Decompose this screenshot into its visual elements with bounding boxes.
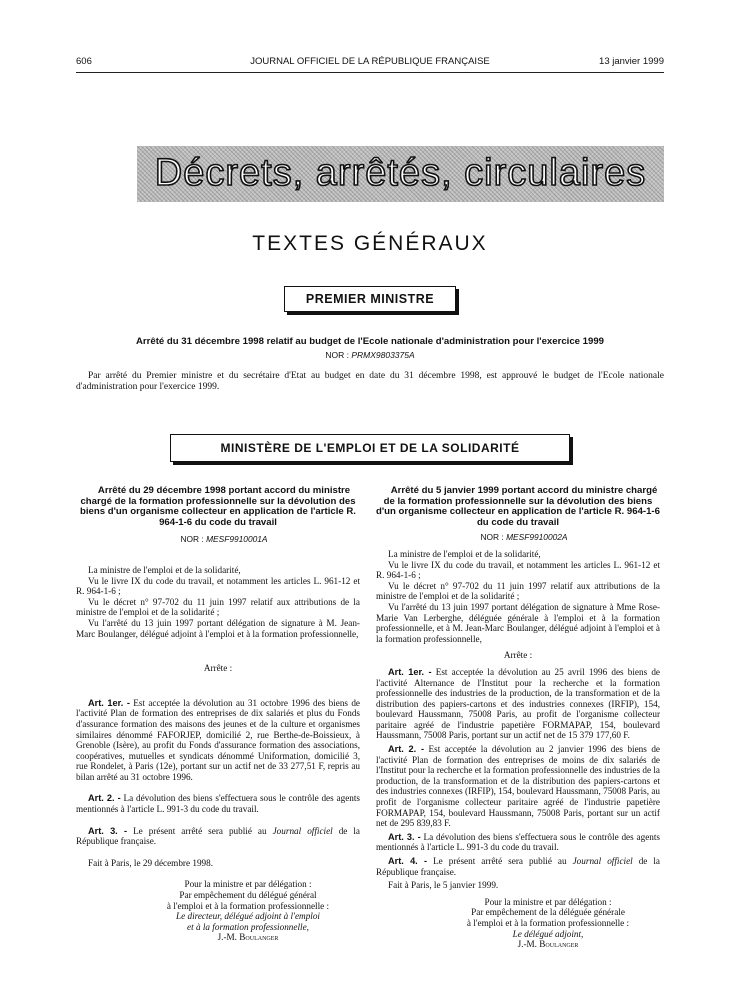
article-text: de la République française. <box>376 856 661 877</box>
signature-line: Pour la ministre et par délégation : <box>184 879 312 890</box>
signature-block <box>436 897 660 950</box>
section-title: TEXTES GÉNÉRAUX <box>252 232 488 255</box>
decree-column-right <box>376 486 660 950</box>
nor-label: NOR : <box>180 534 204 545</box>
article-text: Le présent arrêté sera publié au <box>433 856 567 866</box>
decree-title: Arrêté du 29 décembre 1998 portant accord du ministre chargé de la formation professionnelle sur la dévolution des biens d'un organisme collecteur en application de l'article R. 964-1-6 du code du travail <box>80 485 356 528</box>
paragraph: Vu le livre IX du code du travail, et notamment les articles L. 961-12 et R. 964-1-6 ; <box>376 559 660 581</box>
decree-paragraph-budget: Par arrêté du Premier ministre et du secrétaire d'Etat au budget en date du 31 décembre 1998, est approuvé le budget de l'Ecole nationale d'administration pour l'exercice 1999. <box>76 371 664 392</box>
article-1 <box>76 698 360 783</box>
paragraph: Vu le décret n° 97-702 du 11 juin 1997 relatif aux attributions de la ministre de l'emploi et de la solidarité ; <box>76 596 360 618</box>
nor-reference <box>76 350 664 360</box>
fait-a-paris: Fait à Paris, le 5 janvier 1999. <box>388 880 499 891</box>
article-label: Art. 3. - <box>88 825 128 836</box>
article-text: de la République française. <box>76 825 361 847</box>
article-1 <box>376 667 660 741</box>
article-label: Art. 1er. - <box>88 697 130 708</box>
page-header <box>76 56 664 70</box>
signature-line: Pour la ministre et par délégation : <box>484 896 612 907</box>
paragraph: La ministre de l'emploi et de la solidarité, <box>388 548 541 559</box>
paragraph: Vu l'arrêté du 13 juin 1997 portant délégation de signature à Mme Rose-Marie Van Lerberghe, déléguée générale à l'emploi et à la formation professionnelle, et à M. Jean-Marc Boulanger, délégué adjoint à l'emploi et à la formation professionnelle, <box>376 601 660 644</box>
arrete-heading: Arrête : <box>503 650 533 661</box>
signature-line: Le délégué adjoint, <box>512 928 584 939</box>
article-2 <box>76 793 360 814</box>
paragraph: Vu le décret n° 97-702 du 11 juin 1997 relatif aux attributions de la ministre de l'emploi et de la solidarité ; <box>376 580 660 602</box>
signature-line: et à la formation professionnelle, <box>187 921 309 932</box>
decree-title-budget: Arrêté du 31 décembre 1998 relatif au budget de l'Ecole nationale d'administration pour l'exercice 1999 <box>135 336 605 347</box>
banner-title: Décrets, arrêtés, circulaires <box>154 152 647 194</box>
journal-title: JOURNAL OFFICIEL DE LA RÉPUBLIQUE FRANÇAISE <box>250 56 490 67</box>
signatory-name: J.-M. Boulanger <box>217 932 279 943</box>
nor-reference <box>76 534 360 545</box>
article-text: Est acceptée la dévolution au 2 janvier 1996 des biens de l'activité Plan de formation des entreprises de moins de dix salariés de l'Institut pour la recherche et la formation professionnelle des industries de la production, de la transformation et de la distribution des papiers-cartons et des industries connexes (IRFIP), 154, boulevard Haussmann, 75008 Paris, au profit de l'organisme collecteur paritaire agréé de l'industrie papetière FORMAPAP, 154, boulevard Haussmann, 75008 Paris, portant sur un actif net de 295 839,83 F. <box>376 744 661 829</box>
paragraph: Vu l'arrêté du 13 juin 1997 portant délégation de signature à M. Jean-Marc Boulanger, délégué adjoint à l'emploi et à la formation professionnelle, <box>76 617 360 639</box>
issue-date: 13 janvier 1999 <box>599 56 664 67</box>
paragraph: Vu le livre IX du code du travail, et notamment les articles L. 961-12 et R. 964-1-6 ; <box>76 575 360 597</box>
nor-label: NOR : <box>325 350 349 360</box>
signature-block <box>136 879 360 943</box>
nor-label: NOR : <box>480 532 504 543</box>
nor-code: MESF9910002A <box>506 532 568 543</box>
article-label: Art. 2. - <box>388 744 425 755</box>
paragraph: La ministre de l'emploi et de la solidarité, <box>88 564 241 575</box>
ministry-box-emploi: MINISTÈRE DE L'EMPLOI ET DE LA SOLIDARITÉ <box>170 434 570 462</box>
signature-line: à l'emploi et à la formation professionnelle : <box>466 917 630 928</box>
journal-name: Journal officiel <box>272 825 333 836</box>
article-text: La dévolution des biens s'effectuera sous le contrôle des agents mentionnés à l'article L. 991-3 du code du travail. <box>376 831 660 853</box>
article-label: Art. 4. - <box>388 856 428 866</box>
fait-a-paris: Fait à Paris, le 29 décembre 1998. <box>88 857 214 868</box>
signature-line: Par empêchement du délégué général <box>179 890 317 901</box>
nor-reference <box>376 532 660 543</box>
article-label: Art. 1er. - <box>388 666 432 677</box>
signature-line: Par empêchement de la déléguée générale <box>471 907 625 918</box>
article-text: Est acceptée la dévolution au 31 octobre 1996 des biens de l'activité Plan de formation des entreprises de dix salariés et plus du Fonds d'assurance formation des maisons des jeunes et de la culture et organismes similaires dénommé FAFORJEP, domicilié 2, rue Berthe-de-Boissieux, à Grenoble (Isère), au profit du Fonds d'assurance formation des associations, coopératives, mutuelles et syndicats dénommé Uniformation, domicilié 3, rue Rondelet, à Paris (12e), portant sur un actif net de 33 277,51 F, repris au bilan arrêté au 31 octobre 1996. <box>76 697 360 782</box>
article-label: Art. 2. - <box>88 793 121 804</box>
nor-code: MESF9910001A <box>206 534 268 545</box>
signature-line: Le directeur, délégué adjoint à l'emploi <box>175 911 320 922</box>
article-3 <box>376 832 660 853</box>
journal-name: Journal officiel <box>572 856 633 866</box>
signatory-name: J.-M. Boulanger <box>517 939 579 950</box>
signature-line: à l'emploi et à la formation professionnelle : <box>166 900 330 911</box>
nor-code: PRMX9803375A <box>351 350 415 360</box>
decree-title: Arrêté du 5 janvier 1999 portant accord du ministre chargé de la formation professionnelle sur la dévolution des biens d'un organisme collecteur en application de l'article R. 964-1-6 du code du travail <box>376 485 660 528</box>
article-3 <box>76 826 360 847</box>
page-number: 606 <box>76 56 92 67</box>
arrete-heading: Arrête : <box>203 663 233 674</box>
article-label: Art. 3. - <box>388 831 421 842</box>
ministry-box-premier-ministre: PREMIER MINISTRE <box>284 286 456 312</box>
article-2 <box>376 744 660 829</box>
article-4 <box>376 856 660 877</box>
article-text: La dévolution des biens s'effectuera sous le contrôle des agents mentionnés à l'article L. 991-3 du code du travail. <box>76 793 360 815</box>
article-text: Le présent arrêté sera publié au <box>133 825 267 836</box>
header-rule <box>76 72 664 73</box>
article-text: Est acceptée la dévolution au 25 avril 1996 des biens de l'activité Alternance de l'Institut pour la recherche et la formation professionnelle des industries de la production, de la transformation et de la distribution des papiers-cartons et des industries connexes (IRFIP), 154, boulevard Haussmann, 75008 Paris, au profit de l'organisme collecteur paritaire agréé de l'industrie papetière FORMAPAP, 154, boulevard Haussmann, 75008 Paris, portant sur un actif net de 15 379 177,60 F. <box>376 666 661 741</box>
decree-column-left <box>76 486 360 943</box>
